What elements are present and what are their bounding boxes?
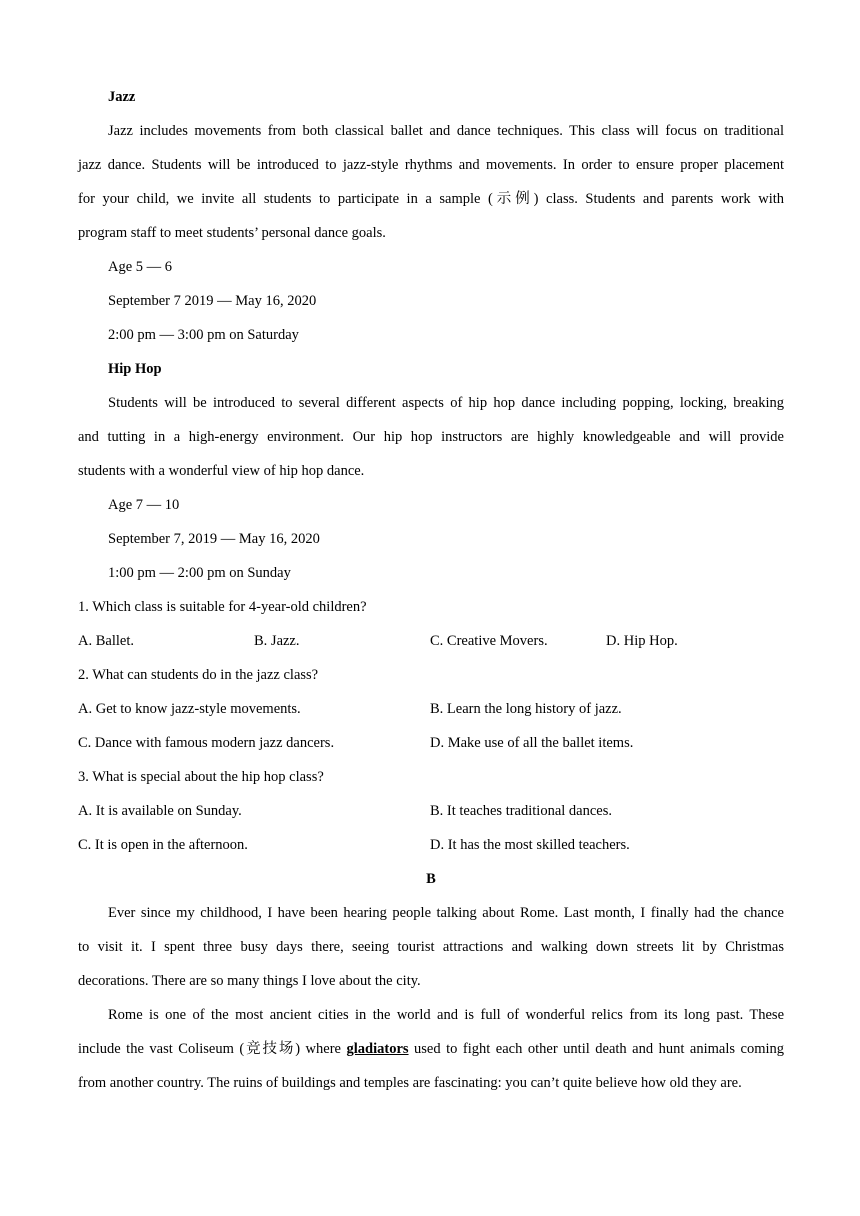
section-b-para-line: Ever since my childhood, I have been hearing people talking about Rome. Last month, I finally had the chance: [108, 905, 784, 921]
section-b-para-line: from another country. The ruins of buildings and temples are fascinating: you can’t quite believe how old they are.: [78, 1075, 742, 1091]
jazz-para-line: Jazz includes movements from both classical ballet and dance techniques. This class will focus on traditional: [108, 123, 784, 139]
hiphop-heading: Hip Hop: [108, 361, 162, 377]
option-c: C. Creative Movers.: [430, 633, 548, 649]
jazz-age: Age 5 — 6: [108, 259, 173, 275]
section-b-para-line: decorations. There are so many things I love about the city.: [78, 973, 421, 989]
hiphop-para-line: students with a wonderful view of hip hop dance.: [78, 463, 365, 479]
option-a: A. Ballet.: [78, 633, 134, 649]
document-content: [78, 80, 784, 1100]
option-d: D. Make use of all the ballet items.: [430, 735, 634, 751]
question-2-options-row: [78, 692, 784, 726]
hiphop-para-line: and tutting in a high-energy environment. Our hip hop instructors are highly knowledgeable and will provide: [78, 429, 784, 445]
section-b-para-line: Rome is one of the most ancient cities in the world and is full of wonderful relics from its long past. These: [108, 1007, 784, 1023]
jazz-para-line: jazz dance. Students will be introduced to jazz-style rhythms and movements. In order to ensure proper placement: [78, 157, 784, 173]
hiphop-dates: September 7, 2019 — May 16, 2020: [108, 531, 320, 547]
jazz-time: 2:00 pm — 3:00 pm on Saturday: [108, 327, 299, 343]
question-3-options-row: [78, 794, 784, 828]
hiphop-age: Age 7 — 10: [108, 497, 180, 513]
question-2-options-row: [78, 726, 784, 760]
option-d: D. It has the most skilled teachers.: [430, 837, 630, 853]
text-span: include the vast Coliseum (竞技场) where: [78, 1041, 347, 1057]
jazz-dates: September 7 2019 — May 16, 2020: [108, 293, 317, 309]
option-c: C. Dance with famous modern jazz dancers.: [78, 735, 335, 751]
option-c: C. It is open in the afternoon.: [78, 837, 248, 853]
jazz-heading: Jazz: [108, 89, 136, 105]
section-b-label: B: [426, 871, 436, 887]
jazz-para-line: for your child, we invite all students to participate in a sample (示例) class. Students and parents work with: [78, 191, 784, 207]
section-b-para-line: to visit it. I spent three busy days there, seeing tourist attractions and walking down streets lit by Christmas: [78, 939, 784, 955]
option-b: B. Jazz.: [254, 633, 300, 649]
option-d: D. Hip Hop.: [606, 633, 678, 649]
question-3-options-row: [78, 828, 784, 862]
section-b-para-line: [78, 1032, 784, 1066]
question-3: 3. What is special about the hip hop class?: [78, 769, 324, 785]
question-1-options: [78, 624, 784, 658]
question-2: 2. What can students do in the jazz class?: [78, 667, 319, 683]
underlined-word-gladiators: gladiators: [346, 1041, 409, 1057]
option-a: A. It is available on Sunday.: [78, 803, 242, 819]
option-a: A. Get to know jazz-style movements.: [78, 701, 301, 717]
text-span: used to fight each other until death and hunt animals coming: [408, 1041, 784, 1057]
jazz-para-line: program staff to meet students’ personal dance goals.: [78, 225, 386, 241]
option-b: B. Learn the long history of jazz.: [430, 701, 622, 717]
option-b: B. It teaches traditional dances.: [430, 803, 612, 819]
question-1: 1. Which class is suitable for 4-year-old children?: [78, 599, 367, 615]
hiphop-time: 1:00 pm — 2:00 pm on Sunday: [108, 565, 291, 581]
hiphop-para-line: Students will be introduced to several different aspects of hip hop dance including popping, locking, breaking: [108, 395, 784, 411]
